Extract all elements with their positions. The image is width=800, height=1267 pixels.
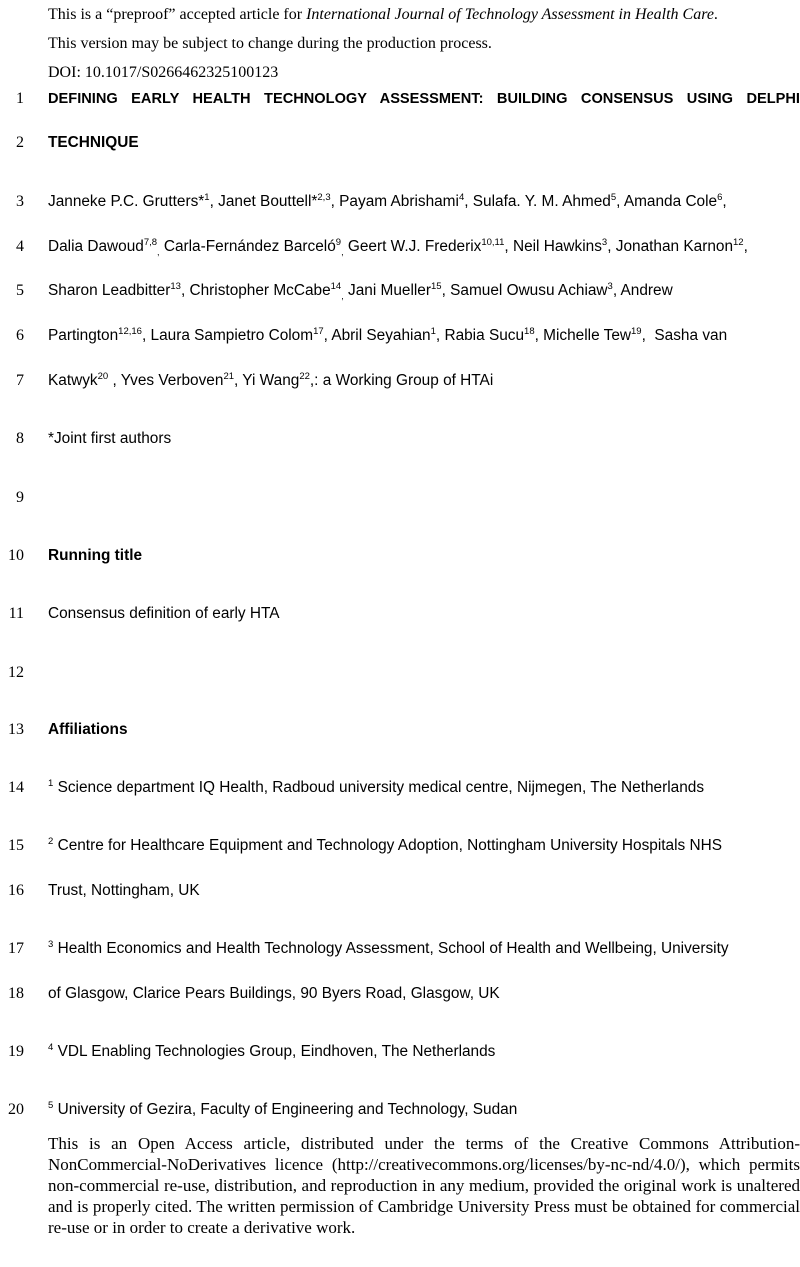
line-number: 14	[8, 779, 24, 796]
author: Sharon Leadbitter	[48, 282, 171, 299]
manuscript-line	[0, 602, 800, 626]
line-number: 10	[8, 547, 24, 564]
author: Jonathan Karnon	[615, 238, 733, 255]
manuscript-line	[0, 982, 800, 1006]
author: Dalia Dawoud	[48, 238, 144, 255]
line-number: 1	[16, 90, 24, 107]
line-number: 6	[16, 327, 24, 344]
affiliation: $^3$ Health Economics and Health Technology Assessment, School of Health and Wellbeing, University	[48, 939, 729, 957]
line-number: 13	[8, 721, 24, 738]
affiliation: $^1$ Science department IQ Health, Radboud university medical centre, Nijmegen, The Netherlands	[48, 778, 705, 796]
author-list: Katwyk$^{20}$ , Yves Verboven$^{21}$, Yi Wang$^{22}$,: a Working Group of HTAi	[48, 371, 494, 389]
author: Partington	[48, 327, 119, 344]
author: Samuel Owusu Achiaw	[450, 282, 608, 299]
manuscript-line	[0, 324, 800, 348]
manuscript-line	[0, 834, 800, 858]
manuscript-line	[0, 131, 800, 155]
doi: DOI: 10.1017/S0266462325100123	[48, 64, 279, 81]
preproof-line-1: This is a “preproof” accepted article for International Journal of Technology Assessment in Health Care.	[48, 6, 718, 23]
joint-first-note: *Joint first authors	[48, 430, 172, 447]
affiliation-cont: Trust, Nottingham, UK	[48, 882, 200, 899]
line-number: 8	[16, 430, 24, 447]
line-number: 9	[16, 489, 24, 506]
running-title: Consensus definition of early HTA	[48, 605, 280, 622]
author: Yves Verboven	[120, 372, 224, 389]
affiliation: $^4$ VDL Enabling Technologies Group, Eindhoven, The Netherlands	[48, 1042, 496, 1060]
line-number: 17	[8, 940, 24, 957]
journal-name: International Journal of Technology Assessment in Health Care	[306, 6, 714, 23]
author-list: Partington$^{12,16}$, Laura Sampietro Colom$^{17}$, Abril Seyahian$^1$, Rabia Sucu$^{18}$, Michelle Tew$^{19}$, Sasha van	[48, 326, 728, 344]
manuscript-line	[0, 937, 800, 961]
manuscript-line	[0, 718, 800, 742]
line-number: 11	[8, 605, 24, 622]
author: Amanda Cole	[623, 193, 718, 210]
author: Carla-Fernández Barceló	[163, 238, 336, 255]
line-number: 15	[8, 837, 24, 854]
line-number: 20	[8, 1101, 24, 1118]
line-number: 7	[16, 372, 24, 389]
open-access-notice: This is an Open Access article, distributed under the terms of the Creative Commons Attribution-NonCommercial-NoDerivatives licence (http://creativecommons.org/licenses/by-nc-nd/4.0/), which permits non-commercial re-use, distribution, and reproduction in any medium, provided the original work is unaltered and is properly cited. The written permission of Cambridge University Press must be obtained for commercial re-use or in order to create a derivative work.	[48, 1134, 800, 1237]
manuscript-line	[0, 369, 800, 393]
manuscript-line	[0, 190, 800, 214]
manuscript-line	[0, 235, 800, 259]
working-group: ,: a Working Group of HTAi	[309, 372, 494, 389]
author: Payam Abrishami	[339, 193, 459, 210]
article-title: DEFINING EARLY HEALTH TECHNOLOGY ASSESSMENT: BUILDING CONSENSUS USING DELPHI	[48, 91, 800, 107]
affiliation-cont: of Glasgow, Clarice Pears Buildings, 90 Byers Road, Glasgow, UK	[48, 985, 500, 1002]
author: Sulafa. Y. M. Ahmed	[472, 193, 611, 210]
author: Janet Bouttell*	[218, 193, 318, 210]
running-title-heading: Running title	[48, 547, 143, 564]
article-title-cont: TECHNIQUE	[48, 134, 139, 151]
preproof-line-2: This version may be subject to change during the production process.	[48, 35, 492, 52]
affiliation: $^2$ Centre for Healthcare Equipment and Technology Adoption, Nottingham University Hospitals NHS	[48, 836, 723, 854]
line-number: 19	[8, 1043, 24, 1060]
manuscript-line	[0, 427, 800, 451]
author: Rabia Sucu	[444, 327, 525, 344]
author: Jani Mueller	[348, 282, 431, 299]
author: Sasha van	[654, 327, 728, 344]
preproof-notice	[48, 0, 798, 87]
line-number: 12	[8, 664, 24, 681]
author: Abril Seyahian	[331, 327, 431, 344]
manuscript-line	[0, 87, 800, 111]
author: Neil Hawkins	[512, 238, 602, 255]
line-number: 16	[8, 882, 24, 899]
line-number: 18	[8, 985, 24, 1002]
manuscript-line	[0, 879, 800, 903]
author: Christopher McCabe	[189, 282, 331, 299]
manuscript-line	[0, 486, 800, 510]
manuscript-line	[0, 1040, 800, 1064]
affiliation: $^5$ University of Gezira, Faculty of Engineering and Technology, Sudan	[48, 1100, 518, 1118]
author: Katwyk	[48, 372, 98, 389]
manuscript-line	[0, 776, 800, 800]
author: Geert W.J. Frederix	[347, 238, 482, 255]
author-list: Janneke P.C. Grutters*$^1$, Janet Bouttell*$^{2,3}$, Payam Abrishami$^4$, Sulafa. Y. M. Ahmed$^5$, Amanda Cole$^6$,	[48, 192, 727, 210]
author-list: Sharon Leadbitter$^{13}$, Christopher McCabe$^{14}_,$ Jani Mueller$^{15}$, Samuel Owusu Achiaw$^3$, Andrew	[48, 281, 673, 302]
author: Janneke P.C. Grutters*	[48, 193, 205, 210]
manuscript-line	[0, 661, 800, 685]
author: Laura Sampietro Colom	[150, 327, 314, 344]
line-number: 3	[16, 193, 24, 210]
line-number: 2	[16, 134, 24, 151]
author: Andrew	[620, 282, 673, 299]
author: Yi Wang	[242, 372, 300, 389]
line-number: 4	[16, 238, 24, 255]
line-number: 5	[16, 282, 24, 299]
author: Michelle Tew	[543, 327, 631, 344]
manuscript-line	[0, 544, 800, 568]
manuscript-line	[0, 279, 800, 303]
affiliations-heading: Affiliations	[48, 721, 128, 738]
manuscript-line	[0, 1098, 800, 1122]
author-list: Dalia Dawoud$^{7,8}_,$ Carla-Fernández Barceló$^9_,$ Geert W.J. Frederix$^{10,11}$, Neil Hawkins$^3$, Jonathan Karnon$^{12}$,	[48, 237, 748, 258]
